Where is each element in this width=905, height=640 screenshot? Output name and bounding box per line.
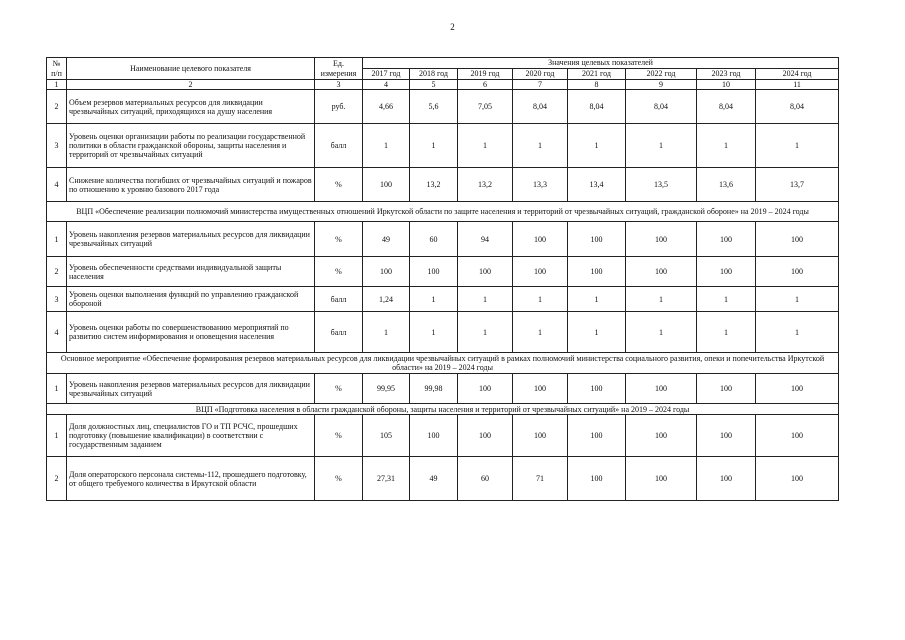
- row-value: 100: [697, 374, 756, 404]
- column-number: 8: [568, 80, 626, 90]
- row-value: 8,04: [513, 90, 568, 124]
- row-name: Объем резервов материальных ресурсов для ликвидации чрезвычайных ситуаций, приходящихся на душу населения: [67, 90, 315, 124]
- row-value: 100: [626, 374, 697, 404]
- row-value: 1: [756, 312, 839, 353]
- row-value: 13,6: [697, 168, 756, 202]
- row-value: 100: [756, 415, 839, 457]
- column-number: 4: [363, 80, 410, 90]
- row-name: Доля должностных лиц, специалистов ГО и ТП РСЧС, прошедших подготовку (повышение квалификации) в соответствии с государственным заданием: [67, 415, 315, 457]
- column-number: 10: [697, 80, 756, 90]
- header-num: № п/п: [47, 58, 67, 80]
- table-header-row: [47, 58, 839, 69]
- row-value: 4,66: [363, 90, 410, 124]
- row-value: 100: [756, 222, 839, 257]
- table-row: [47, 257, 839, 287]
- row-value: 1,24: [363, 287, 410, 312]
- row-unit: %: [315, 415, 363, 457]
- row-value: 1: [513, 124, 568, 168]
- row-value: 8,04: [756, 90, 839, 124]
- section-title: ВЦП «Подготовка населения в области гражданской обороны, защиты населения и территорий от чрезвычайных ситуаций» на 2019 – 2024 годы: [47, 404, 839, 415]
- page-number: 2: [450, 22, 455, 32]
- row-name: Снижение количества погибших от чрезвычайных ситуаций и пожаров по отношению к уровню базового 2017 года: [67, 168, 315, 202]
- row-name: Уровень оценки выполнения функций по управлению гражданской обороной: [67, 287, 315, 312]
- row-name: Доля операторского персонала системы-112, прошедшего подготовку, от общего требуемого количества в Иркутской области: [67, 457, 315, 501]
- table-row: [47, 124, 839, 168]
- row-value: 1: [626, 312, 697, 353]
- row-unit: %: [315, 257, 363, 287]
- header-unit: Ед. измерения: [315, 58, 363, 80]
- row-value: 1: [568, 312, 626, 353]
- row-value: 100: [568, 257, 626, 287]
- row-value: 100: [626, 457, 697, 501]
- row-value: 13,3: [513, 168, 568, 202]
- row-value: 100: [697, 222, 756, 257]
- column-number: 7: [513, 80, 568, 90]
- row-value: 99,98: [410, 374, 458, 404]
- row-unit: %: [315, 457, 363, 501]
- row-value: 100: [568, 222, 626, 257]
- row-value: 13,4: [568, 168, 626, 202]
- row-value: 100: [626, 257, 697, 287]
- row-value: 100: [756, 374, 839, 404]
- row-value: 1: [697, 124, 756, 168]
- row-value: 60: [458, 457, 513, 501]
- row-value: 13,5: [626, 168, 697, 202]
- row-num: 2: [47, 90, 67, 124]
- row-value: 99,95: [363, 374, 410, 404]
- row-value: 8,04: [697, 90, 756, 124]
- row-value: 105: [363, 415, 410, 457]
- header-year: 2021 год: [568, 69, 626, 80]
- row-value: 8,04: [626, 90, 697, 124]
- row-unit: балл: [315, 287, 363, 312]
- row-value: 1: [568, 124, 626, 168]
- table-row: [47, 415, 839, 457]
- row-value: 100: [363, 257, 410, 287]
- table-row: [47, 222, 839, 257]
- row-value: 1: [568, 287, 626, 312]
- row-value: 100: [626, 222, 697, 257]
- row-value: 60: [410, 222, 458, 257]
- row-value: 100: [513, 374, 568, 404]
- row-unit: %: [315, 168, 363, 202]
- row-value: 100: [626, 415, 697, 457]
- row-value: 1: [410, 287, 458, 312]
- header-values-group: Значения целевых показателей: [363, 58, 839, 69]
- row-value: 100: [697, 415, 756, 457]
- row-value: 100: [513, 222, 568, 257]
- row-value: 100: [697, 257, 756, 287]
- row-value: 27,31: [363, 457, 410, 501]
- row-name: Уровень накопления резервов материальных ресурсов для ликвидации чрезвычайных ситуаций: [67, 374, 315, 404]
- header-year: 2019 год: [458, 69, 513, 80]
- row-name: Уровень оценки организации работы по реализации государственной политики в области гражданской обороны, защиты населения и территорий от чрезвычайных ситуаций: [67, 124, 315, 168]
- row-value: 1: [458, 312, 513, 353]
- table-row: [47, 457, 839, 501]
- row-value: 1: [756, 287, 839, 312]
- row-num: 1: [47, 222, 67, 257]
- section-header-row: [47, 404, 839, 415]
- row-value: 1: [513, 312, 568, 353]
- row-value: 1: [626, 287, 697, 312]
- table-row: [47, 287, 839, 312]
- row-value: 8,04: [568, 90, 626, 124]
- row-value: 100: [513, 415, 568, 457]
- row-num: 3: [47, 287, 67, 312]
- row-value: 94: [458, 222, 513, 257]
- row-value: 1: [756, 124, 839, 168]
- row-value: 100: [697, 457, 756, 501]
- row-value: 100: [458, 374, 513, 404]
- row-value: 1: [513, 287, 568, 312]
- row-name: Уровень обеспеченности средствами индивидуальной защиты населения: [67, 257, 315, 287]
- row-value: 1: [410, 124, 458, 168]
- table-row: [47, 168, 839, 202]
- row-unit: %: [315, 222, 363, 257]
- section-title: ВЦП «Обеспечение реализации полномочий министерства имущественных отношений Иркутской области по защите населения и территорий от чрезвычайных ситуаций, гражданской обороне» на 2019 – 2024 годы: [47, 202, 839, 222]
- row-value: 7,05: [458, 90, 513, 124]
- row-value: 1: [697, 287, 756, 312]
- table-row: [47, 312, 839, 353]
- row-value: 100: [513, 257, 568, 287]
- row-num: 1: [47, 374, 67, 404]
- row-value: 100: [568, 415, 626, 457]
- target-indicators-table: [46, 57, 839, 501]
- section-title: Основное мероприятие «Обеспечение формирования резервов материальных ресурсов для ликвидации чрезвычайных ситуаций в рамках полномочий министерства социального развития, опеки и попечительства Иркутской области» на 2019 – 2024 годы: [47, 353, 839, 374]
- row-value: 1: [697, 312, 756, 353]
- row-value: 100: [756, 257, 839, 287]
- row-value: 49: [410, 457, 458, 501]
- table-row: [47, 90, 839, 124]
- header-year: 2024 год: [756, 69, 839, 80]
- header-year: 2017 год: [363, 69, 410, 80]
- row-num: 1: [47, 415, 67, 457]
- column-number: 2: [67, 80, 315, 90]
- row-name: Уровень накопления резервов материальных ресурсов для ликвидации чрезвычайных ситуаций: [67, 222, 315, 257]
- column-number: 1: [47, 80, 67, 90]
- row-num: 4: [47, 312, 67, 353]
- row-num: 2: [47, 257, 67, 287]
- header-name: Наименование целевого показателя: [67, 58, 315, 80]
- header-year: 2018 год: [410, 69, 458, 80]
- row-value: 71: [513, 457, 568, 501]
- row-value: 13,7: [756, 168, 839, 202]
- section-header-row: [47, 202, 839, 222]
- row-value: 100: [458, 257, 513, 287]
- row-unit: балл: [315, 124, 363, 168]
- column-number: 9: [626, 80, 697, 90]
- column-number: 6: [458, 80, 513, 90]
- row-value: 100: [458, 415, 513, 457]
- column-number-row: [47, 80, 839, 90]
- row-unit: %: [315, 374, 363, 404]
- row-num: 3: [47, 124, 67, 168]
- section-header-row: [47, 353, 839, 374]
- row-num: 4: [47, 168, 67, 202]
- row-value: 13,2: [410, 168, 458, 202]
- header-year: 2023 год: [697, 69, 756, 80]
- row-value: 13,2: [458, 168, 513, 202]
- table-row: [47, 374, 839, 404]
- row-value: 1: [458, 124, 513, 168]
- row-value: 1: [410, 312, 458, 353]
- column-number: 11: [756, 80, 839, 90]
- column-number: 5: [410, 80, 458, 90]
- row-value: 100: [568, 457, 626, 501]
- row-value: 49: [363, 222, 410, 257]
- header-year: 2020 год: [513, 69, 568, 80]
- row-value: 100: [410, 257, 458, 287]
- header-year: 2022 год: [626, 69, 697, 80]
- row-value: 1: [458, 287, 513, 312]
- row-value: 5,6: [410, 90, 458, 124]
- row-value: 1: [626, 124, 697, 168]
- row-value: 1: [363, 124, 410, 168]
- row-value: 100: [568, 374, 626, 404]
- row-value: 100: [363, 168, 410, 202]
- row-value: 100: [410, 415, 458, 457]
- row-value: 100: [756, 457, 839, 501]
- row-name: Уровень оценки работы по совершенствованию мероприятий по развитию систем информирования и оповещения населения: [67, 312, 315, 353]
- column-number: 3: [315, 80, 363, 90]
- row-value: 1: [363, 312, 410, 353]
- row-unit: руб.: [315, 90, 363, 124]
- row-num: 2: [47, 457, 67, 501]
- row-unit: балл: [315, 312, 363, 353]
